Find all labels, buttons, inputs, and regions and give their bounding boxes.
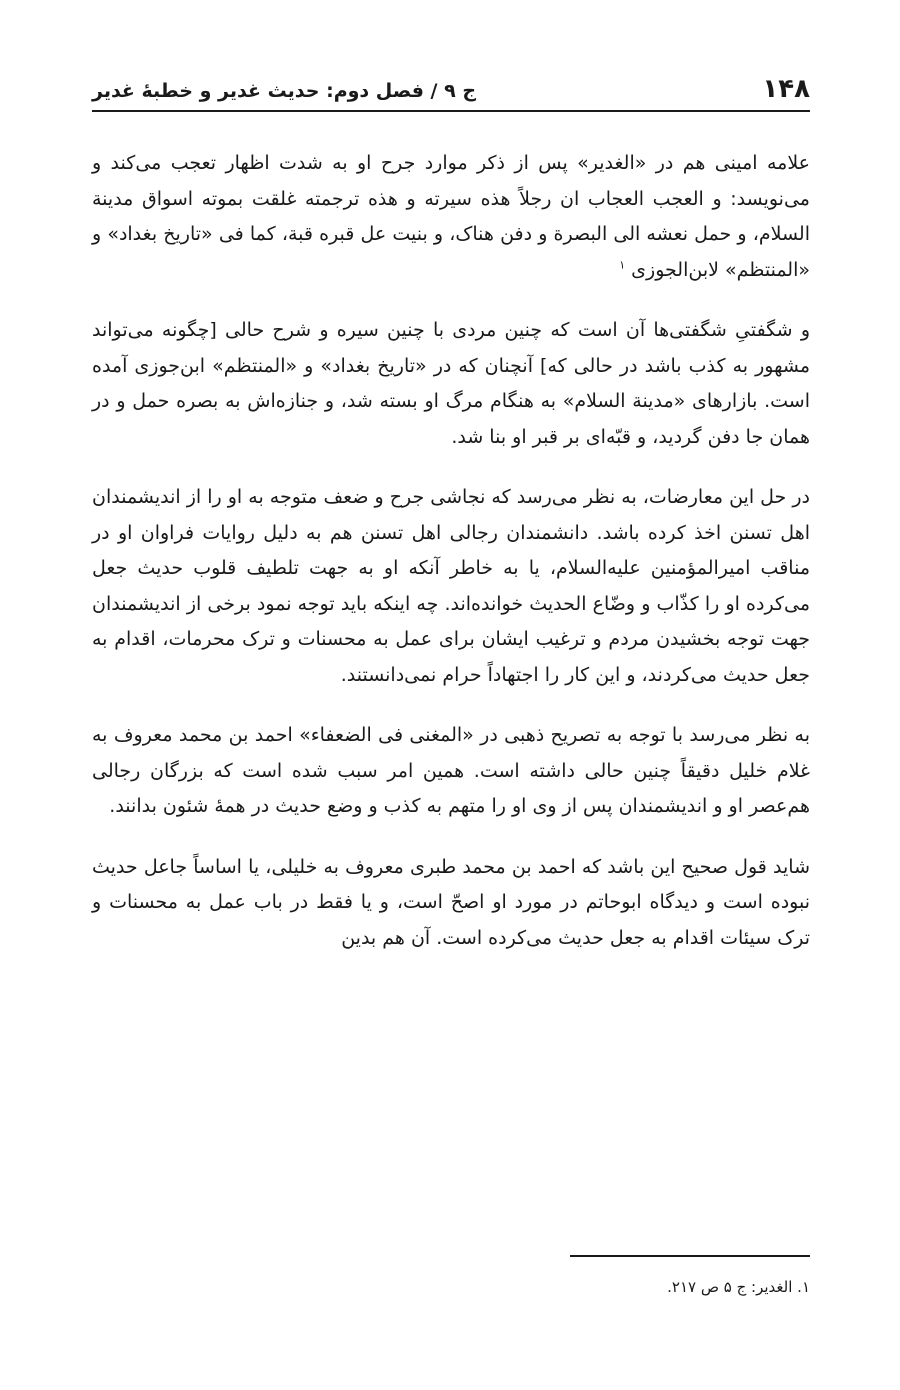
page-number: ۱۴۸ xyxy=(762,74,810,104)
page-header xyxy=(92,60,810,112)
paragraph-5: شاید قول صحیح این باشد که احمد بن محمد طبری معروف به خلیلی، یا اساساً جاعل حدیث نبوده است و دیدگاه ابوحاتم در مورد او اصحّ است، و یا فقط در باب عمل به محسنات و ترک سیئات اقدام به جعل حدیث می‌کرده است. آن هم بدین xyxy=(92,855,810,949)
running-head: ج ۹ / فصل دوم: حدیث غدیر و خطبهٔ غدیر xyxy=(92,80,477,102)
book-page xyxy=(92,60,810,1360)
paragraph-2: و شگفتیِ شگفتی‌ها آن است که چنین مردی با چنین سیره و شرح حالی [چگونه می‌تواند مشهور به کذب باشد در حالی که] آنچنان که در «تاریخ بغداد» و «المنتظم» ابن‌جوزی آمده است. بازارهای «مدینة السلام» به هنگام مرگ او بسته شد، و جنازه‌اش به بصره حمل و در همان جا دفن گردید، و قبّه‌ای بر قبر او بنا شد. xyxy=(92,319,810,448)
footnote-reference[interactable]: ۱ xyxy=(619,258,626,272)
footnote: ۱. الغدیر: ج ۵ ص ۲۱۷. xyxy=(667,1278,810,1296)
paragraph-4: به نظر می‌رسد با توجه به تصریح ذهبی در «المغنی فی الضعفاء» احمد بن محمد معروف به غلام خلیل دقیقاً چنین حالی داشته است. همین امر سبب شده است که بزرگان رجالی هم‌عصر او و اندیشمندان پس از وی او را متهم به کذب و وضع حدیث در همهٔ شئون بدانند. xyxy=(92,724,810,817)
footnote-divider xyxy=(570,1255,810,1257)
paragraph-1 xyxy=(92,146,810,288)
paragraph-3: در حل این معارضات، به نظر می‌رسد که نجاشی جرح و ضعف متوجه به او را از اندیشمندان اهل تسنن اخذ کرده باشد. دانشمندان رجالی اهل تسنن هم به دلیل روایات فراوان او در مناقب امیرالمؤمنین علیه‌السلام، یا به خاطر آنکه او به جهت تلطیف قلوب حدیث جعل می‌کرده او را کذّاب و وضّاع الحدیث خوانده‌اند. چه اینکه باید توجه نمود برخی از اندیشمندان جهت توجه بخشیدن مردم و ترغیب ایشان برای عمل به محسنات و ترک محرمات، اقدام به جعل حدیث می‌کردند، و این کار را اجتهاداً حرام نمی‌دانستند. xyxy=(92,486,810,686)
body-text xyxy=(92,146,810,956)
paragraph-1-text: علامه امینی هم در «الغدیر» پس از ذکر موارد جرح او به شدت اظهار تعجب می‌کند و می‌نویسد: و العجب العجاب ان رجلاً هذه سیرته و هذه ترجمته غلقت بموته اسواق مدینة السلام، و حمل نعشه الی البصرة و دفن هناک، و بنیت عل قبره قبة، کما فی «تاریخ بغداد» و «المنتظم» لابن‌الجوزی xyxy=(92,152,810,281)
